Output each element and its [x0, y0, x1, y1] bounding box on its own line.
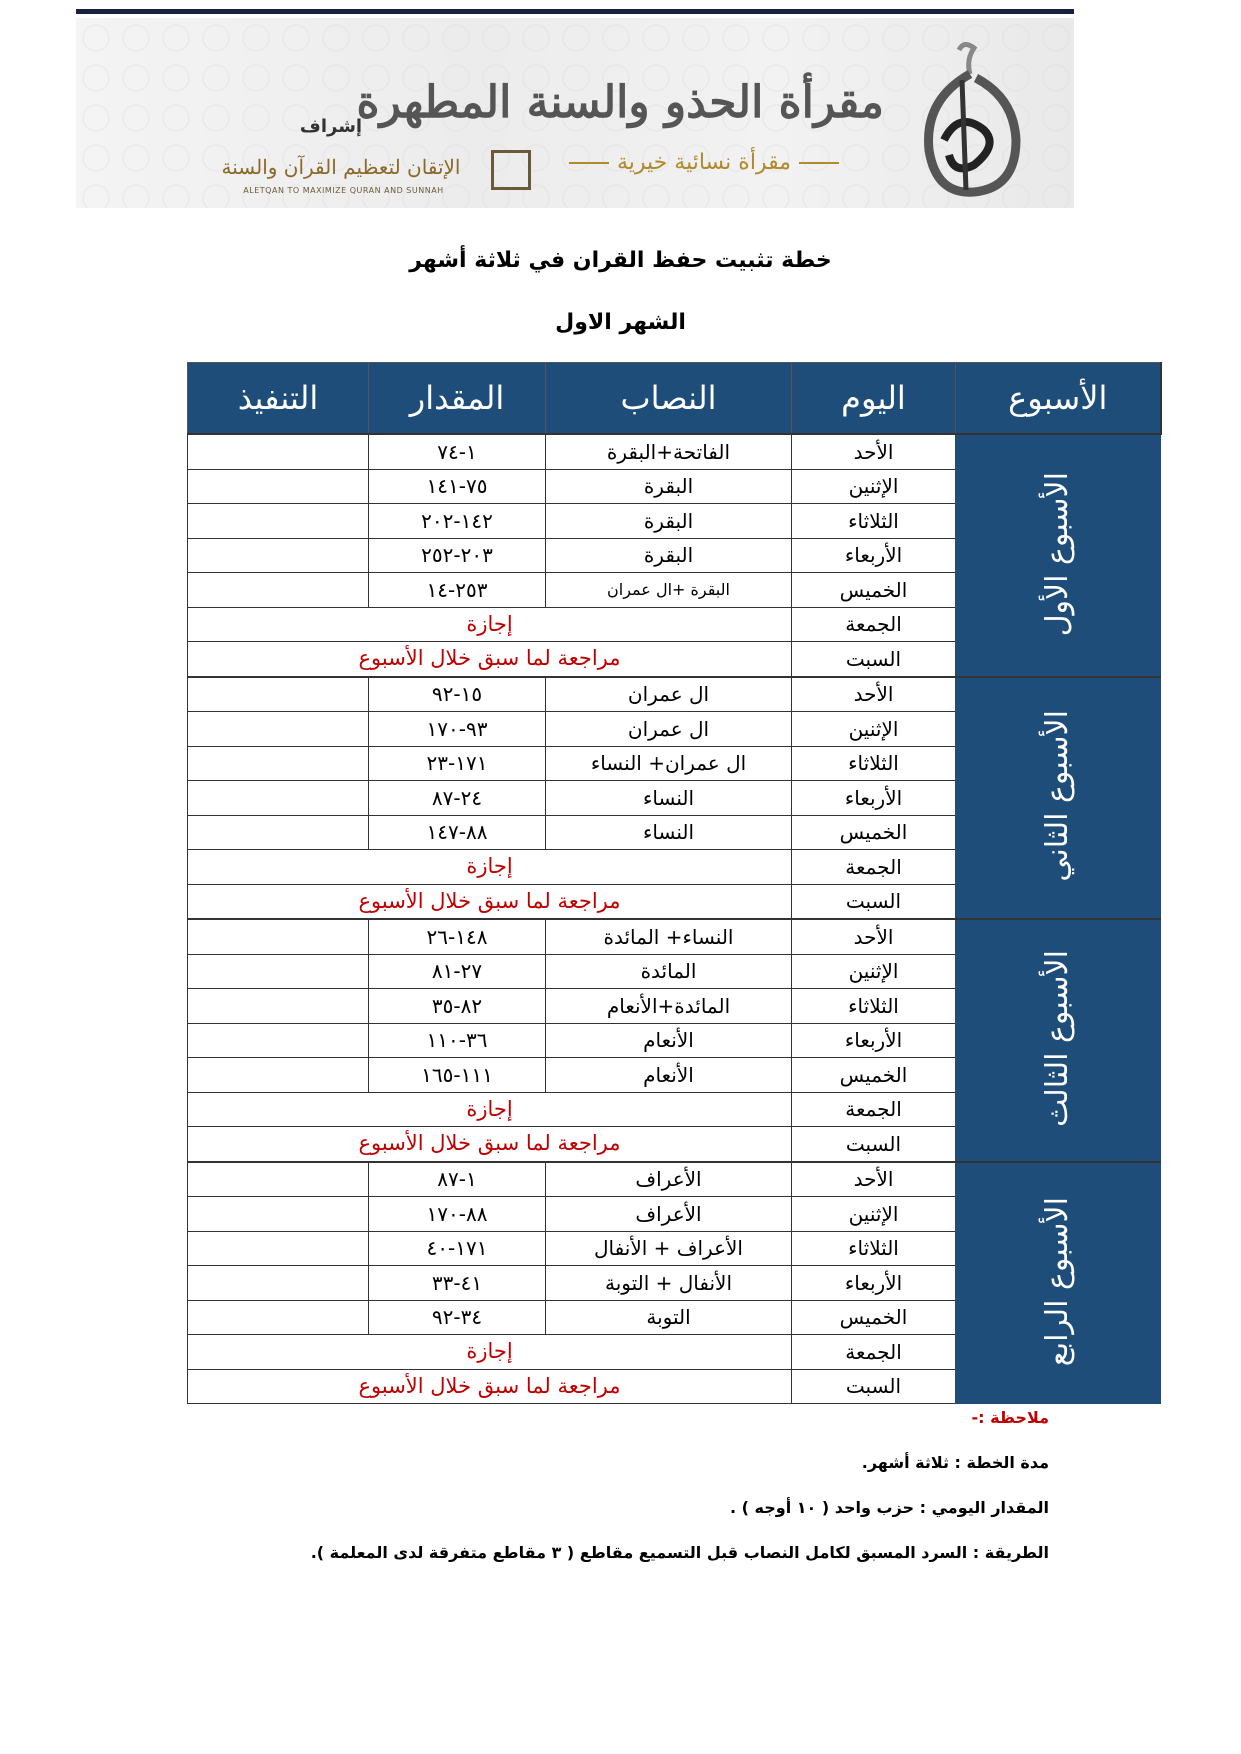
table-row	[188, 434, 1161, 469]
execution-cell[interactable]	[188, 677, 369, 712]
holiday-cell: إجازة	[188, 850, 792, 885]
portion-cell: التوبة	[546, 1300, 792, 1335]
holiday-cell: إجازة	[188, 1092, 792, 1127]
day-cell: الخميس	[792, 815, 956, 850]
header-amount: المقدار	[369, 363, 546, 435]
day-cell: الأربعاء	[792, 538, 956, 573]
execution-cell[interactable]	[188, 1162, 369, 1197]
execution-cell[interactable]	[188, 1231, 369, 1266]
day-cell: الخميس	[792, 1058, 956, 1093]
day-cell: الأحد	[792, 434, 956, 469]
day-cell: الأحد	[792, 1162, 956, 1197]
day-cell: الخميس	[792, 1300, 956, 1335]
portion-cell: النساء	[546, 815, 792, 850]
execution-cell[interactable]	[188, 989, 369, 1024]
amount-cell: ١٧١-٢٣	[369, 746, 546, 781]
amount-cell: ١٧١-٤٠	[369, 1231, 546, 1266]
header-banner	[76, 18, 1074, 208]
execution-cell[interactable]	[188, 1058, 369, 1093]
note-daily-amount: المقدار اليومي : حزب واحد ( ١٠ أوجه ) .	[729, 1498, 1049, 1517]
execution-cell[interactable]	[188, 1023, 369, 1058]
holiday-cell: إجازة	[188, 607, 792, 642]
execution-cell[interactable]	[188, 504, 369, 539]
portion-cell: ال عمران	[546, 712, 792, 747]
top-divider	[76, 9, 1074, 14]
amount-cell: ٢٥٣-١٤	[369, 573, 546, 608]
day-cell: الجمعة	[792, 1092, 956, 1127]
notes-heading: ملاحظة :-	[971, 1408, 1049, 1427]
amount-cell: ١-٧٤	[369, 434, 546, 469]
amount-cell: ١٤٨-٢٦	[369, 919, 546, 954]
day-cell: الجمعة	[792, 850, 956, 885]
portion-cell: الأنفال + التوبة	[546, 1266, 792, 1301]
subtitle-dash-left	[569, 162, 609, 164]
portion-cell: الأعراف	[546, 1162, 792, 1197]
portion-cell: الفاتحة+البقرة	[546, 434, 792, 469]
amount-cell: ٤١-٣٣	[369, 1266, 546, 1301]
partner-name: الإتقان لتعظيم القرآن والسنة	[221, 155, 461, 179]
table-header-row	[188, 363, 1161, 435]
amount-cell: ٢٠٣-٢٥٢	[369, 538, 546, 573]
partner-emblem-icon	[491, 150, 531, 190]
portion-cell: البقرة	[546, 504, 792, 539]
plan-table	[187, 362, 1162, 1404]
review-cell: مراجعة لما سبق خلال الأسبوع	[188, 1127, 792, 1162]
portion-cell: الأعراف + الأنفال	[546, 1231, 792, 1266]
portion-cell: الأنعام	[546, 1058, 792, 1093]
brand-subtitle-text: مقرأة نسائية خيرية	[617, 150, 791, 175]
portion-cell: الأعراف	[546, 1197, 792, 1232]
review-cell: مراجعة لما سبق خلال الأسبوع	[188, 1369, 792, 1404]
day-cell: الإثنين	[792, 954, 956, 989]
week-label: الأسبوع الرابع	[1040, 1196, 1075, 1366]
table-row	[188, 1162, 1161, 1197]
plan-table-body	[188, 434, 1161, 1404]
day-cell: الأحد	[792, 919, 956, 954]
week-label-cell	[956, 677, 1161, 920]
day-cell: الثلاثاء	[792, 746, 956, 781]
header-week: الأسبوع	[956, 363, 1161, 435]
day-cell: الجمعة	[792, 1335, 956, 1370]
brand-subtitle	[524, 143, 884, 183]
portion-cell: البقرة +ال عمران	[546, 573, 792, 608]
holiday-cell: إجازة	[188, 1335, 792, 1370]
execution-cell[interactable]	[188, 434, 369, 469]
day-cell: الإثنين	[792, 1197, 956, 1232]
header-portion: النصاب	[546, 363, 792, 435]
amount-cell: ٨٢-٣٥	[369, 989, 546, 1024]
day-cell: الأربعاء	[792, 1266, 956, 1301]
amount-cell: ٨٨-١٧٠	[369, 1197, 546, 1232]
execution-cell[interactable]	[188, 573, 369, 608]
execution-cell[interactable]	[188, 954, 369, 989]
week-label-cell	[956, 919, 1161, 1162]
amount-cell: ٣٤-٩٢	[369, 1300, 546, 1335]
execution-cell[interactable]	[188, 712, 369, 747]
execution-cell[interactable]	[188, 1300, 369, 1335]
day-cell: الأحد	[792, 677, 956, 712]
calligraphy-logo-icon	[904, 40, 1034, 200]
review-cell: مراجعة لما سبق خلال الأسبوع	[188, 884, 792, 919]
day-cell: السبت	[792, 642, 956, 677]
week-label: الأسبوع الأول	[1040, 471, 1075, 636]
week-label: الأسبوع الثالث	[1040, 950, 1075, 1128]
execution-cell[interactable]	[188, 919, 369, 954]
execution-cell[interactable]	[188, 469, 369, 504]
amount-cell: ١٥-٩٢	[369, 677, 546, 712]
execution-cell[interactable]	[188, 1197, 369, 1232]
portion-cell: النساء+ المائدة	[546, 919, 792, 954]
day-cell: الجمعة	[792, 607, 956, 642]
header-day: اليوم	[792, 363, 956, 435]
portion-cell: ال عمران+ النساء	[546, 746, 792, 781]
portion-cell: البقرة	[546, 538, 792, 573]
day-cell: الثلاثاء	[792, 504, 956, 539]
portion-cell: ال عمران	[546, 677, 792, 712]
review-cell: مراجعة لما سبق خلال الأسبوع	[188, 642, 792, 677]
amount-cell: ٩٣-١٧٠	[369, 712, 546, 747]
amount-cell: ٢٤-٨٧	[369, 781, 546, 816]
partner-logo	[196, 150, 536, 198]
day-cell: الثلاثاء	[792, 1231, 956, 1266]
day-cell: الإثنين	[792, 469, 956, 504]
amount-cell: ١١١-١٦٥	[369, 1058, 546, 1093]
brand-title: مقرأة الحذو والسنة المطهرة	[356, 77, 884, 128]
portion-cell: الأنعام	[546, 1023, 792, 1058]
subtitle-dash-right	[799, 162, 839, 164]
week-label: الأسبوع الثاني	[1040, 710, 1075, 883]
portion-cell: النساء	[546, 781, 792, 816]
amount-cell: ١-٨٧	[369, 1162, 546, 1197]
amount-cell: ٢٧-٨١	[369, 954, 546, 989]
partner-english-name: ALETQAN TO MAXIMIZE QURAN AND SUNNAH	[243, 186, 444, 195]
execution-cell[interactable]	[188, 746, 369, 781]
notes-section	[149, 1408, 1049, 1588]
day-cell: السبت	[792, 884, 956, 919]
execution-cell[interactable]	[188, 781, 369, 816]
execution-cell[interactable]	[188, 815, 369, 850]
portion-cell: المائدة+الأنعام	[546, 989, 792, 1024]
amount-cell: ٨٨-١٤٧	[369, 815, 546, 850]
week-label-cell	[956, 434, 1161, 677]
supervision-label: إشراف	[299, 116, 363, 137]
table-row	[188, 677, 1161, 712]
amount-cell: ١٤٢-٢٠٢	[369, 504, 546, 539]
table-row	[188, 919, 1161, 954]
day-cell: الخميس	[792, 573, 956, 608]
amount-cell: ٧٥-١٤١	[369, 469, 546, 504]
week-label-cell	[956, 1162, 1161, 1404]
note-duration: مدة الخطة : ثلاثة أشهر.	[861, 1453, 1049, 1472]
day-cell: السبت	[792, 1369, 956, 1404]
portion-cell: المائدة	[546, 954, 792, 989]
note-method: الطريقة : السرد المسبق لكامل النصاب قبل التسميع مقاطع ( ٣ مقاطع متفرقة لدى المعلمة ).	[310, 1543, 1049, 1562]
execution-cell[interactable]	[188, 538, 369, 573]
day-cell: الأربعاء	[792, 1023, 956, 1058]
day-cell: الأربعاء	[792, 781, 956, 816]
portion-cell: البقرة	[546, 469, 792, 504]
day-cell: الثلاثاء	[792, 989, 956, 1024]
day-cell: الإثنين	[792, 712, 956, 747]
day-cell: السبت	[792, 1127, 956, 1162]
header-execution: التنفيذ	[188, 363, 369, 435]
amount-cell: ٣٦-١١٠	[369, 1023, 546, 1058]
execution-cell[interactable]	[188, 1266, 369, 1301]
page-title: خطة تثبيت حفظ القران في ثلاثة أشهر	[409, 248, 832, 273]
page-subtitle: الشهر الاول	[555, 310, 686, 335]
